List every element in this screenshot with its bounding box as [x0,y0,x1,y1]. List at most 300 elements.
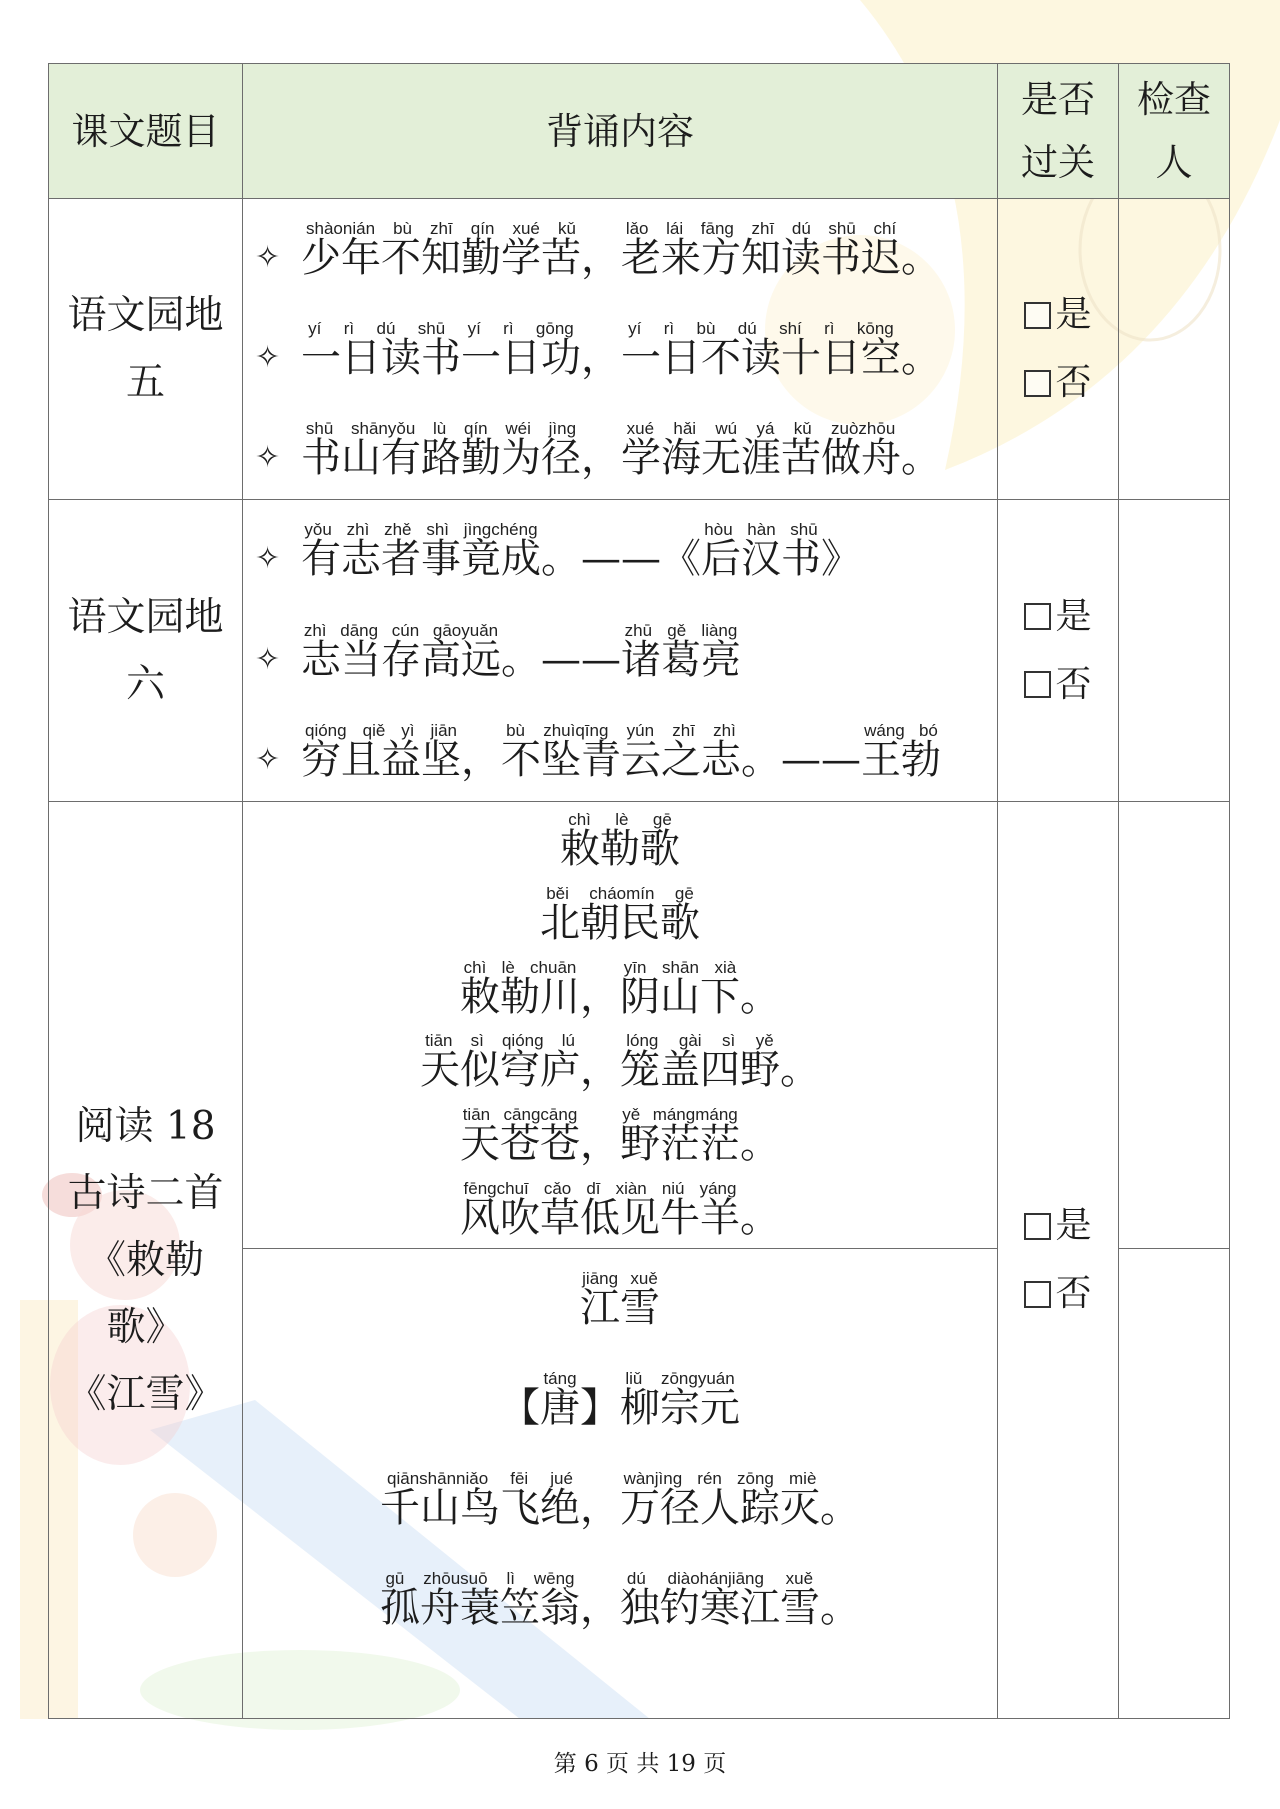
punctuation: ， [581,335,621,381]
hanzi-segment [501,721,741,783]
pinyin-syllable: shān [662,957,699,977]
pinyin-row [297,319,585,339]
pinyin-syllable: jìng [548,419,577,438]
header-title-column [49,64,243,199]
punctuation-segment [580,1031,620,1094]
hanzi-text: 唐 [540,1385,580,1431]
pinyin-syllable: qiě [362,721,386,740]
hanzi-segment [540,883,700,946]
pinyin-syllable: rì [663,319,675,338]
punctuation: ， [581,235,621,281]
hanzi-segment [420,1031,580,1094]
header-label: 背诵内容 [546,109,694,153]
pinyin-syllable: jué [550,1469,573,1488]
pass-no-option [1024,1260,1091,1328]
pinyin-syllable: yá [756,419,775,438]
punctuation-segment [901,419,941,481]
pinyin-syllable: yì [401,721,415,740]
pinyin-syllable: shū [417,319,446,338]
hanzi-segment [301,319,581,381]
punctuation-segment [820,1569,860,1631]
lesson-title-line: 《江雪》 [67,1371,224,1417]
punctuation-segment [821,520,861,582]
pinyin-row [416,1031,584,1051]
pinyin-syllable: shí [779,319,802,338]
pinyin-syllable: tiān [425,1031,453,1051]
lesson-title-line: 《敕勒 [86,1237,204,1283]
hanzi-segment [621,419,901,481]
hanzi-text: 一日读书一日功 [301,335,581,381]
hanzi-segment [620,1569,820,1631]
bullet-star-icon: ✧ [255,541,281,576]
pinyin-syllable: dú [791,219,811,238]
punctuation-segment [580,1469,620,1531]
recite-line [255,620,997,683]
pinyin-syllable: zhū [624,620,653,640]
punctuation: 。 [820,1485,860,1531]
pinyin-syllable: zōng [737,1469,774,1488]
punctuation-segment [901,219,941,281]
punctuation-segment [501,621,621,683]
pass-yes-option [1024,1192,1091,1260]
pinyin-syllable: jiān [430,721,457,740]
checker-cell [1119,500,1230,802]
lesson-title-cell [49,802,243,1719]
pinyin-syllable: shì [426,520,449,539]
punctuation-segment [580,1105,620,1168]
punctuation-segment [740,1179,780,1241]
pinyin-syllable: xiàn [615,1178,647,1198]
hanzi-segment [620,1031,780,1094]
pinyin-syllable: shū [790,520,818,539]
punctuation-segment [901,319,941,381]
pinyin-syllable: shānyǒu [351,419,416,438]
hanzi-segment [621,319,901,381]
punctuation: 。 [901,335,941,381]
pinyin-syllable: lù [433,419,447,438]
pinyin-syllable: zhuìqīng [543,721,609,740]
hanzi-text: 志当存高远 [301,636,501,683]
pinyin-row [297,219,585,239]
punctuation-segment [580,1369,620,1431]
pinyin-row [556,810,684,830]
recite-line [255,520,997,582]
pass-check-cell [998,500,1119,802]
pinyin-syllable: lái [666,219,684,238]
pinyin-syllable: chì [568,810,591,829]
hanzi-text: 王勃 [861,737,941,783]
pinyin-syllable: gōng [535,319,574,338]
punctuation: 。 [780,1047,820,1094]
punctuation: ， [581,435,621,481]
punctuation: ， [580,1585,620,1631]
punctuation-segment [541,520,701,582]
recite-content-cell [243,500,998,802]
punctuation: ， [580,1121,620,1168]
lesson-title-line: 阅读 18 [75,1103,216,1149]
hanzi-text: 一日不读十日空 [621,335,901,381]
option-label: 是 [1055,1205,1092,1246]
pinyin-syllable: fēngchuī [463,1178,529,1198]
header-label: 是否 [1021,78,1095,121]
pinyin-row [297,419,585,439]
header-label: 课文题目 [71,109,220,153]
pinyin-row [376,1469,584,1489]
pinyin-syllable: gāoyuǎn [432,620,499,640]
recite-line [460,957,780,1020]
pinyin-row [617,419,905,439]
pinyin-syllable: zōngyuán [660,1369,735,1388]
pinyin-row [297,520,545,540]
hanzi-segment [301,620,501,683]
pinyin-row [297,621,505,641]
option-label: 是 [1055,294,1092,335]
lesson-title-line: 六 [125,661,165,707]
punctuation: 。 [740,1194,780,1241]
recite-line [380,1569,860,1631]
pinyin-syllable: shū [828,219,856,238]
pinyin-row [616,1031,784,1051]
poem-jiang-xue-cell [243,1249,998,1719]
punctuation: 【 [500,1385,540,1431]
hanzi-segment [620,957,740,1020]
pinyin-syllable: lì [506,1569,515,1588]
pinyin-syllable: cǎo [543,1178,572,1198]
option-label: 否 [1055,663,1092,705]
pinyin-syllable: liǔ [625,1369,643,1388]
hanzi-text: 柳宗元 [620,1385,740,1431]
pass-check-cell [998,802,1119,1719]
hanzi-segment [301,419,581,481]
punctuation-segment [461,721,501,783]
pinyin-syllable: xué [512,219,540,238]
hanzi-segment [620,1369,740,1431]
pinyin-syllable: zhī [672,721,695,740]
pinyin-syllable: xià [714,957,737,977]
pinyin-syllable: diàohánjiāng [667,1569,764,1588]
hanzi-text: 学海无涯苦做舟 [621,435,901,481]
recite-line [540,883,700,946]
pinyin-syllable: zhì [346,520,370,539]
punctuation: 。 [820,1585,860,1631]
pinyin-syllable: yǒu [304,520,332,539]
recite-line [560,810,680,872]
lesson-title-line: 语文园地 [67,594,224,640]
pinyin-syllable: cháomín [589,883,655,903]
pinyin-syllable: yí [628,319,642,338]
pinyin-syllable: gē [674,883,694,903]
checkbox-box [1024,370,1051,397]
pinyin-syllable: qiānshānniǎo [387,1469,489,1488]
pinyin-row [536,884,704,904]
pinyin-syllable: gē [652,810,672,829]
recite-line [500,1369,740,1431]
punctuation-segment [780,1031,820,1094]
recite-content-cell [243,199,998,500]
punctuation-segment [740,1105,780,1168]
pinyin-syllable: kōng [856,319,894,338]
pinyin-syllable: xuě [630,1269,658,1288]
pinyin-syllable: gài [678,1031,702,1051]
punctuation: ， [461,737,501,783]
punctuation: 。 [901,435,941,481]
pinyin-syllable: lóng [626,1031,659,1051]
hanzi-text: 诸葛亮 [621,636,741,683]
hanzi-text: 笼盖四野 [620,1047,780,1094]
hanzi-segment [380,1569,580,1631]
punctuation: 。—— [501,636,621,683]
hanzi-text: 野茫茫 [620,1121,740,1168]
bullet-star-icon: ✧ [255,742,281,777]
hanzi-text: 穷且益坚 [301,737,461,783]
header-pass-column [998,64,1119,199]
punctuation-segment [820,1469,860,1531]
pinyin-syllable: yí [467,319,481,338]
pinyin-syllable: yě [755,1031,774,1051]
pinyin-row [617,319,905,339]
lesson-title-line: 古诗二首 [67,1170,224,1216]
pinyin-syllable: dú [376,319,396,338]
lesson-title-cell [49,500,243,802]
punctuation: 。 [740,1121,780,1168]
pinyin-syllable: bù [393,219,412,238]
pinyin-syllable: wànjìng [623,1469,683,1488]
pinyin-syllable: shū [305,419,334,438]
recite-line [255,419,997,481]
pinyin-syllable: dī [586,1178,601,1198]
recite-line [460,1178,780,1241]
hanzi-segment [861,721,941,783]
punctuation-segment [741,721,861,783]
pinyin-syllable: rén [697,1469,722,1488]
pinyin-row [616,958,744,978]
punctuation-segment [740,958,780,1020]
pinyin-syllable: dú [626,1569,646,1588]
pinyin-syllable: fēi [510,1469,529,1488]
pinyin-syllable: bù [506,721,526,740]
pinyin-syllable: chì [463,957,487,977]
hanzi-text: 老来方知读书迟 [621,235,901,281]
recite-line [255,319,997,381]
pinyin-syllable: qióng [501,1031,544,1051]
pinyin-syllable: cāngcāng [503,1105,578,1125]
pinyin-syllable: lǎo [625,219,649,238]
punctuation-segment [581,219,621,281]
pinyin-syllable: xué [626,419,655,438]
recite-line [380,1469,860,1531]
bullet-star-icon: ✧ [255,340,281,375]
pinyin-syllable: chuān [530,957,577,977]
pinyin-syllable: wéi [505,419,531,438]
checkbox-box [1024,603,1051,630]
pinyin-syllable: chí [873,219,897,238]
pinyin-syllable: qín [470,219,495,238]
hanzi-segment [701,520,821,582]
pinyin-syllable: tiān [462,1105,491,1125]
pinyin-syllable: zhī [751,219,775,238]
hanzi-text: 天苍苍 [460,1121,580,1168]
hanzi-text: 独钓寒江雪 [620,1585,820,1631]
pinyin-syllable: rì [343,319,355,338]
punctuation: ， [580,1485,620,1531]
pinyin-syllable: shàonián [306,219,376,238]
pass-no-option [1024,349,1091,417]
pinyin-row [497,721,745,741]
pinyin-syllable: dāng [340,620,379,640]
poem-chile-ge-cell [243,802,998,1249]
checkbox-box [1024,302,1051,329]
pinyin-syllable: yě [622,1105,641,1125]
pinyin-row [616,1105,744,1125]
checker-cell [1119,802,1230,1249]
punctuation: 】 [580,1385,620,1431]
pass-yes-option [1024,281,1091,349]
pinyin-row [617,219,905,239]
pinyin-syllable: kǔ [557,219,576,238]
pinyin-syllable: zhì [303,620,327,640]
recitation-table [48,63,1230,1719]
bullet-star-icon: ✧ [255,440,281,475]
pinyin-row [456,1179,744,1199]
punctuation: 。—— [741,737,861,783]
punctuation-segment [580,958,620,1020]
punctuation-segment [581,419,621,481]
header-label: 检查 [1137,78,1211,121]
hanzi-text: 千山鸟飞绝 [380,1485,580,1531]
page-number: 第 6 页 共 19 页 [553,1751,727,1777]
pinyin-syllable: wēng [533,1569,575,1588]
pinyin-syllable: rì [824,319,835,338]
hanzi-text: 有志者事竟成 [301,536,541,582]
hanzi-text: 阴山下 [620,973,740,1020]
bullet-star-icon: ✧ [255,240,281,275]
recite-line [460,1105,780,1168]
punctuation: 。 [740,973,780,1020]
pinyin-syllable: zhì [713,721,736,740]
lesson-title-cell [49,199,243,500]
hanzi-segment [540,1369,580,1431]
hanzi-text: 敕勒川 [460,973,580,1020]
pinyin-syllable: gě [667,620,687,640]
pinyin-row [616,1469,824,1489]
pinyin-syllable: bó [918,721,938,740]
hanzi-text: 后汉书 [701,536,821,582]
hanzi-segment [621,620,741,683]
pinyin-row [536,1369,584,1389]
lesson-title-line: 语文园地 [67,293,224,338]
pinyin-syllable: yí [308,319,322,338]
hanzi-segment [460,957,580,1020]
pinyin-syllable: niú [661,1178,685,1198]
pinyin-syllable: jìngchéng [463,520,538,539]
pinyin-syllable: fāng [700,219,734,238]
punctuation: 。 [901,235,941,281]
punctuation: 。——《 [541,536,701,582]
pinyin-syllable: qín [464,419,488,438]
pass-no-option [1024,651,1091,719]
pinyin-syllable: hǎi [673,419,697,438]
pinyin-syllable: cún [391,620,420,640]
hanzi-segment [560,810,680,872]
hanzi-segment [301,721,461,783]
pinyin-syllable: lè [501,957,515,977]
pinyin-syllable: bù [696,319,716,338]
hanzi-segment [621,219,901,281]
checkbox-box [1024,1213,1051,1240]
punctuation: ， [580,973,620,1020]
hanzi-text: 北朝民歌 [540,899,700,946]
hanzi-segment [380,1469,580,1531]
option-label: 否 [1055,1273,1092,1314]
hanzi-text: 孤舟蓑笠翁 [380,1585,580,1631]
pinyin-syllable: rì [503,319,514,338]
pinyin-syllable: zhōusuō [423,1569,488,1588]
pinyin-syllable: běi [546,883,569,903]
hanzi-segment [301,520,541,582]
pinyin-row [697,520,825,540]
pinyin-syllable: zhě [384,520,412,539]
pinyin-syllable: yīn [623,957,647,977]
pinyin-syllable: lè [615,810,629,829]
pinyin-syllable: gū [385,1569,405,1588]
option-label: 否 [1055,362,1092,403]
pinyin-syllable: yún [626,721,655,740]
recite-line [420,1031,820,1094]
hanzi-text: 敕勒歌 [560,826,680,872]
hanzi-text: 天似穹庐 [420,1047,580,1094]
hanzi-text: 少年不知勤学苦 [301,235,581,281]
pinyin-syllable: sì [722,1031,736,1051]
punctuation-segment [580,1569,620,1631]
header-label: 人 [1155,141,1193,184]
pinyin-syllable: dú [737,319,757,338]
lesson-title-line: 五 [125,360,165,405]
hanzi-text: 万径人踪灭 [620,1485,820,1531]
pinyin-syllable: wú [715,419,738,438]
hanzi-segment [620,1469,820,1531]
pinyin-syllable: sì [470,1031,484,1051]
punctuation-segment [500,1369,540,1431]
pass-check-cell [998,199,1119,500]
hanzi-text: 不坠青云之志 [501,737,741,783]
pinyin-syllable: táng [543,1369,577,1388]
pinyin-row [376,1569,584,1589]
pinyin-row [616,1369,744,1389]
pinyin-syllable: liàng [701,620,738,640]
pinyin-syllable: lú [561,1031,575,1051]
hanzi-segment [460,1105,580,1168]
pinyin-syllable: hàn [747,520,776,539]
checker-cell [1119,199,1230,500]
pinyin-row [456,1105,584,1125]
pinyin-syllable: jiāng [582,1269,619,1288]
hanzi-text: 风吹草低见牛羊 [460,1194,740,1241]
pinyin-syllable: yáng [699,1178,737,1198]
checkbox-box [1024,671,1051,698]
pinyin-row [616,1569,824,1589]
hanzi-segment [580,1269,660,1331]
hanzi-text: 江雪 [580,1285,660,1331]
pinyin-syllable: kǔ [793,419,812,438]
recite-line [255,721,997,783]
pinyin-syllable: qióng [305,721,347,740]
pinyin-syllable: wáng [864,721,905,740]
header-checker-column [1119,64,1230,199]
pinyin-row [297,721,465,741]
hanzi-segment [620,1105,740,1168]
header-label: 过关 [1021,141,1095,184]
hanzi-segment [460,1178,740,1241]
